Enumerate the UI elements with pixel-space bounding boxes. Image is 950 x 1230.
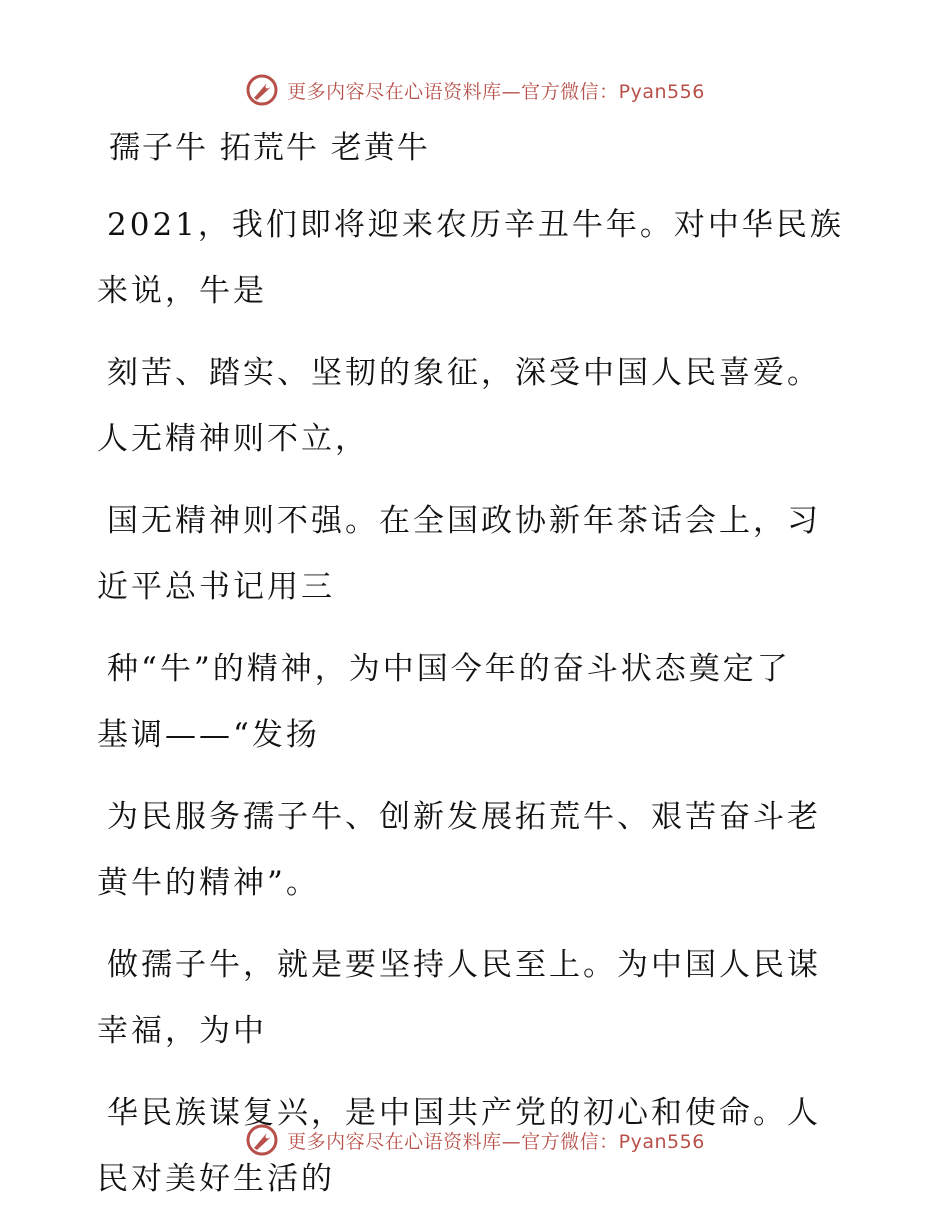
text-line: 华民族谋复兴，是中国共产党的初心和使命。人 — [107, 1095, 821, 1131]
watermark-text: 更多内容尽在心语资料库—官方微信：Pyan556 — [287, 80, 705, 103]
text-line: 2021，我们即将迎来农历辛丑牛年。对中华民族 — [107, 207, 844, 243]
text-line: 人无精神则不立， — [97, 421, 369, 457]
text-line: 种“牛”的精神，为中国今年的奋斗状态奠定了 — [107, 651, 791, 687]
text-line: 做孺子牛，就是要坚持人民至上。为中国人民谋 — [107, 947, 821, 983]
watermark-text: 更多内容尽在心语资料库—官方微信：Pyan556 — [287, 1130, 705, 1153]
text-line: 基调——“发扬 — [97, 717, 320, 753]
pen-nib-seal-icon — [245, 73, 279, 107]
paragraph-1 — [97, 192, 844, 324]
paragraph-2 — [97, 340, 837, 472]
paragraph-4 — [97, 636, 837, 768]
paragraph-6 — [97, 932, 837, 1064]
header-watermark — [0, 70, 950, 110]
text-line: 来说，牛是 — [97, 273, 267, 309]
text-line: 国无精神则不强。在全国政协新年茶话会上，习 — [107, 503, 821, 539]
footer-watermark — [0, 1120, 950, 1160]
text-line: 黄牛的精神”。 — [97, 865, 320, 901]
text-line: 近平总书记用三 — [97, 569, 335, 605]
text-line: 幸福，为中 — [97, 1013, 267, 1049]
text-line: 刻苦、踏实、坚韧的象征，深受中国人民喜爱。 — [107, 355, 821, 391]
document-title: 孺子牛 拓荒牛 老黄牛 — [109, 130, 430, 166]
paragraph-5 — [97, 784, 837, 916]
paragraph-3 — [97, 488, 837, 620]
text-line: 民对美好生活的 — [97, 1161, 335, 1197]
document-body — [97, 124, 844, 1212]
text-line: 为民服务孺子牛、创新发展拓荒牛、艰苦奋斗老 — [107, 799, 821, 835]
pen-nib-seal-icon — [245, 1123, 279, 1157]
